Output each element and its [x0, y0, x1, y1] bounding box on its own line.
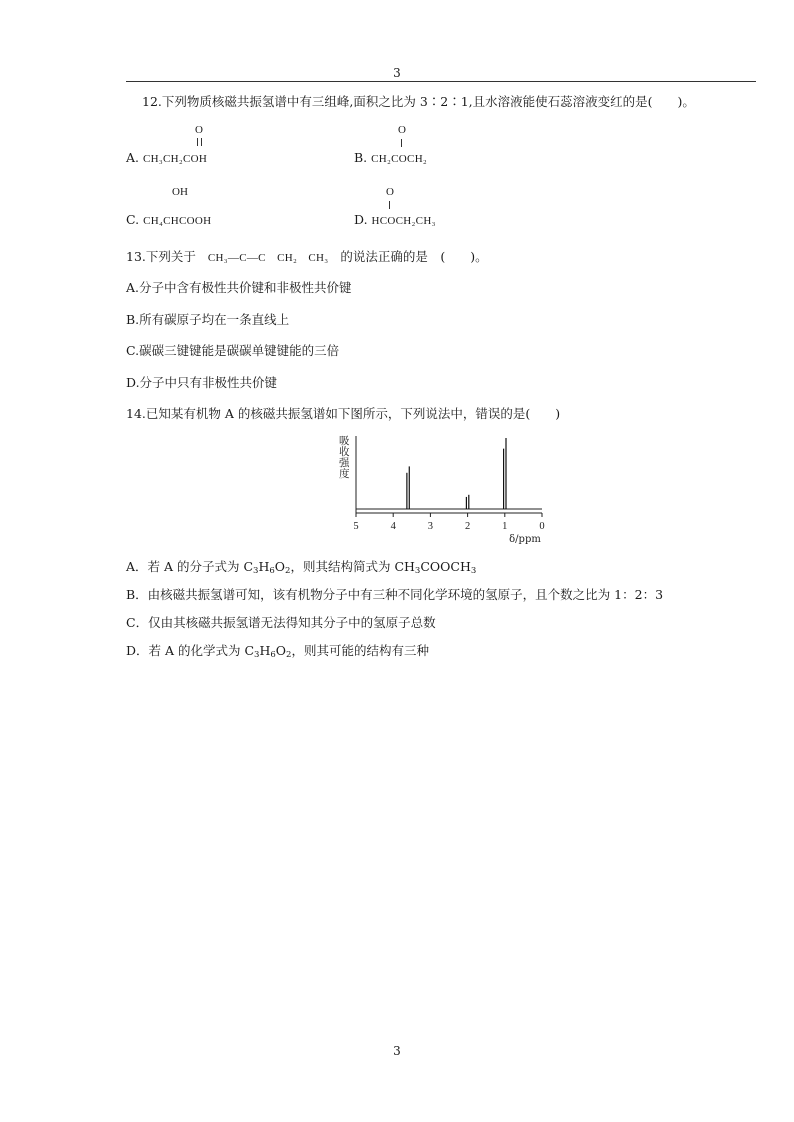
q14-a-pre: A．若 A 的分子式为 C	[126, 559, 254, 574]
q14-option-a: A．若 A 的分子式为 $C_3H_6O_2$，则其结构简式为 $CH_3COOCH_3$	[126, 559, 477, 576]
q12-option-c	[126, 212, 211, 227]
q12-b-oxygen: O	[398, 124, 406, 136]
q12-option-d	[354, 212, 436, 227]
q13-stem-suffix: 的说法正确的是 ( )。	[340, 249, 488, 264]
chart-ylabel	[339, 435, 350, 480]
header-rule	[126, 81, 756, 82]
header-page-number: 3	[393, 66, 401, 80]
q14-a-post: COOCH	[420, 559, 471, 574]
q12-d-label: D.	[354, 212, 368, 227]
q14-option-b: B．由核磁共振氢谱可知，该有机物分子中有三种不同化学环境的氢原子，且个数之比为 1：2：3	[126, 587, 664, 602]
q12-a-label: A.	[126, 150, 140, 165]
x-tick-label: 5	[353, 521, 359, 532]
footer-page-number: 3	[393, 1044, 401, 1058]
x-tick-label: 1	[502, 521, 508, 532]
q12-a-oxygen: O	[195, 124, 203, 136]
nmr-spectrum-chart	[334, 434, 556, 546]
q12-d-oxygen: O	[386, 186, 394, 198]
q14-option-c: C．仅由其核磁共振氢谱无法得知其分子中的氢原子总数	[126, 615, 436, 630]
q14-d-post: ，则其可能的结构有三种	[291, 643, 429, 658]
q12-a-formula: CH₃CH₂COH	[143, 153, 208, 165]
q14-option-d: D．若 A 的化学式为 $C_3H_6O_2$，则其可能的结构有三种	[126, 643, 429, 660]
q14-stem: 14.已知某有机物 A 的核磁共振氢谱如下图所示，下列说法中，错误的是( )	[126, 406, 561, 421]
q12-c-label: C.	[126, 212, 140, 227]
q13-option-b: B.所有碳原子均在一条直线上	[126, 312, 290, 327]
q14-a-mid: ，则其结构简式为 CH	[290, 559, 415, 574]
q13-option-d: D.分子中只有非极性共价键	[126, 375, 278, 390]
svg-text:吸收强度: 吸收强度	[339, 435, 350, 480]
q12-a-double-bond	[197, 138, 202, 146]
q12-option-a	[126, 150, 207, 165]
q13-stem	[126, 247, 488, 265]
x-tick-label: 3	[427, 521, 434, 532]
q13-stem-prefix: 13.下列关于	[126, 249, 196, 264]
q13-formula: CH₃—C—C CH₂ CH₃	[207, 252, 329, 264]
q13-option-c: C.碳碳三键键能是碳碳单键键能的三倍	[126, 343, 340, 358]
q14-d-pre: D．若 A 的化学式为 C	[126, 643, 255, 658]
x-tick-label: 2	[464, 521, 471, 532]
nmr-peak	[407, 466, 409, 509]
q12-d-bond	[389, 201, 390, 209]
q12-c-hydroxyl: OH	[172, 186, 188, 198]
q12-d-formula: HCOCH₂CH₃	[371, 215, 436, 227]
x-tick-label: 4	[390, 521, 396, 532]
x-tick-label: 0	[539, 521, 545, 532]
nmr-peak	[466, 495, 468, 509]
q13-option-a: A.分子中含有极性共价键和非极性共价键	[126, 280, 352, 295]
q12-b-bond	[401, 139, 402, 147]
q12-b-formula: CH₂COCH₂	[371, 153, 428, 165]
chart-xlabel: δ/ppm	[509, 534, 541, 545]
q12-c-formula: CH₄CHCOOH	[143, 215, 212, 227]
nmr-peak	[504, 438, 506, 509]
q12-b-label: B.	[354, 150, 368, 165]
q12-option-b	[354, 150, 427, 165]
q12-stem: 12.下列物质核磁共振氢谱中有三组峰,面积之比为 3∶2∶1,且水溶液能使石蕊溶液变红的是( )。	[142, 94, 695, 109]
